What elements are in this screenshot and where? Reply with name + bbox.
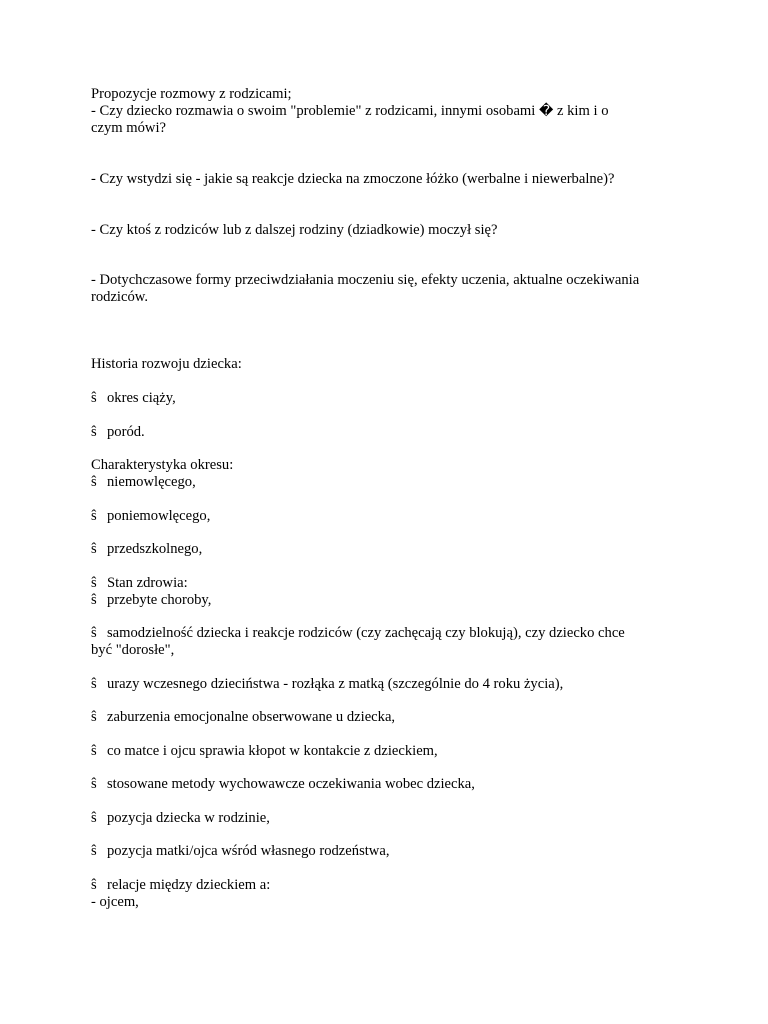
list-item: ŝ pozycja dziecka w rodzinie,: [91, 810, 270, 826]
list-item-sub: - ojcem,: [91, 894, 139, 910]
list-item: ŝ Stan zdrowia:: [91, 575, 188, 591]
list-item: ŝ samodzielność dziecka i reakcje rodziców (czy zachęcają czy blokują), czy dziecko chce: [91, 625, 625, 641]
replacement-character-icon: �: [539, 103, 554, 119]
bullet-icon: ŝ: [91, 776, 97, 792]
list-item: ŝ stosowane metody wychowawcze oczekiwania wobec dziecka,: [91, 776, 475, 792]
question-1-text: - Czy dziecko rozmawia o swoim "problemie" z rodzicami, innymi osobami: [91, 103, 539, 119]
bullet-icon: ŝ: [91, 810, 97, 826]
bullet-icon: ŝ: [91, 709, 97, 725]
list-item: ŝ poród.: [91, 424, 145, 440]
question-4: - Dotychczasowe formy przeciwdziałania moczeniu się, efekty uczenia, aktualne oczekiwania: [91, 272, 640, 288]
bullet-icon: ŝ: [91, 743, 97, 759]
question-2: - Czy wstydzi się - jakie są reakcje dziecka na zmoczone łóżko (werbalne i niewerbalne)?: [91, 171, 615, 187]
list-item: ŝ relacje między dzieckiem a:: [91, 877, 271, 893]
list-item: ŝ przedszkolnego,: [91, 541, 203, 557]
bullet-icon: ŝ: [91, 390, 97, 406]
question-1-continuation: czym mówi?: [91, 120, 166, 136]
list-item-continuation: być "dorosłe",: [91, 642, 175, 658]
list-item: ŝ zaburzenia emocjonalne obserwowane u dziecka,: [91, 709, 396, 725]
list-item: ŝ okres ciąży,: [91, 390, 176, 406]
question-1-text-end: z kim i o: [553, 103, 609, 119]
list-item: ŝ niemowlęcego,: [91, 474, 196, 490]
bullet-icon: ŝ: [91, 508, 97, 524]
question-1: [91, 103, 691, 120]
bullet-icon: ŝ: [91, 541, 97, 557]
characteristics-heading: Charakterystyka okresu:: [91, 457, 234, 473]
history-heading: Historia rozwoju dziecka:: [91, 356, 242, 372]
question-3: - Czy ktoś z rodziców lub z dalszej rodziny (dziadkowie) moczył się?: [91, 222, 498, 238]
intro-title: Propozycje rozmowy z rodzicami;: [91, 86, 292, 102]
list-item: ŝ pozycja matki/ojca wśród własnego rodzeństwa,: [91, 843, 390, 859]
question-4-continuation: rodziców.: [91, 289, 148, 305]
bullet-icon: ŝ: [91, 625, 97, 641]
bullet-icon: ŝ: [91, 592, 97, 608]
bullet-icon: ŝ: [91, 676, 97, 692]
list-item: ŝ przebyte choroby,: [91, 592, 212, 608]
bullet-icon: ŝ: [91, 474, 97, 490]
bullet-icon: ŝ: [91, 575, 97, 591]
list-item: ŝ urazy wczesnego dzieciństwa - rozłąka z matką (szczególnie do 4 roku życia),: [91, 676, 564, 692]
list-item: ŝ co matce i ojcu sprawia kłopot w kontakcie z dzieckiem,: [91, 743, 438, 759]
bullet-icon: ŝ: [91, 843, 97, 859]
bullet-icon: ŝ: [91, 424, 97, 440]
list-item: ŝ poniemowlęcego,: [91, 508, 211, 524]
bullet-icon: ŝ: [91, 877, 97, 893]
